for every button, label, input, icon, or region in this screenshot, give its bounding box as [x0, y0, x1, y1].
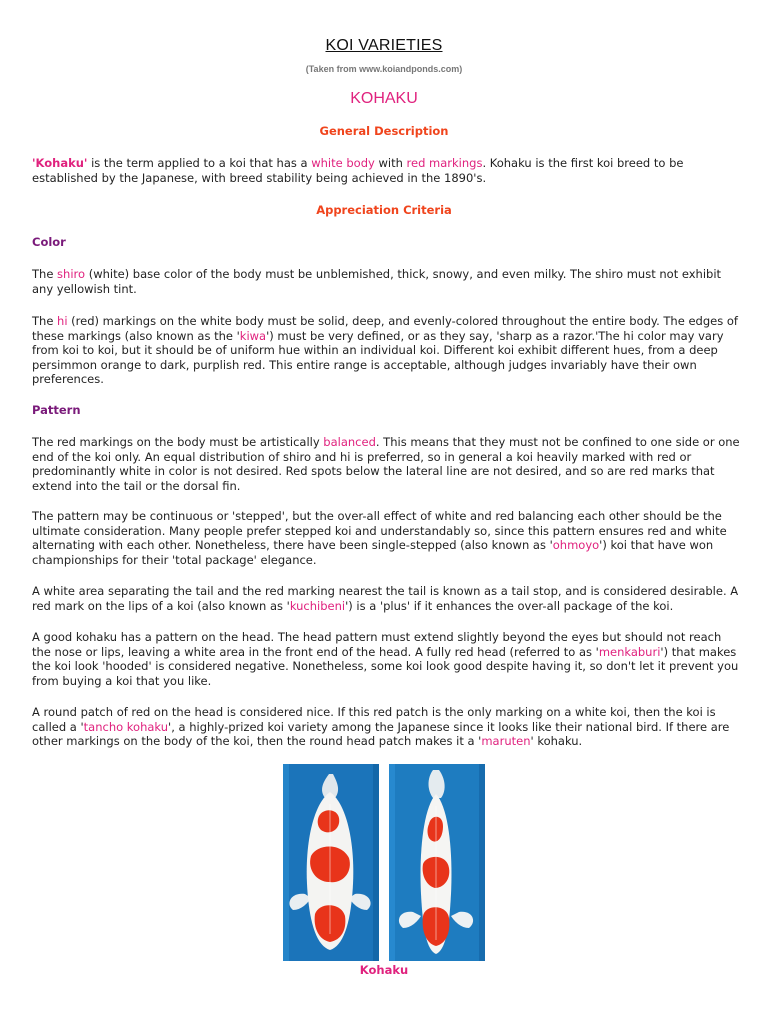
pattern-p5-text-b: ', a highly-prized koi variety among the Japanese since it looks like their national bird. If there are other markings on the body of the koi, then the round head patch makes it a ': [32, 719, 730, 748]
pattern-p4-text-b: ') that makes the koi look 'hooded' is considered negative. Nonetheless, some koi look good despite having it, so don't let it prevent you from buying a koi that you like.: [32, 644, 739, 688]
pattern-paragraph-1: [32, 435, 740, 493]
color-paragraph-2: [32, 314, 740, 387]
document-title: KOI VARIETIES: [325, 37, 443, 54]
koi-illustration-right: [389, 764, 485, 961]
tancho-kohaku-term: tancho kohaku: [83, 719, 169, 734]
appreciation-criteria-heading: Appreciation Criteria: [316, 203, 452, 217]
kohaku-photo-left: [283, 764, 379, 961]
term-kohaku: 'Kohaku': [32, 156, 88, 170]
ohmoyo-term: ohmoyo: [552, 538, 600, 552]
pattern-paragraph-5: [32, 705, 740, 749]
pattern-p5-text-c: ' kohaku.: [530, 734, 583, 748]
kuchibeni-term: kuchibeni: [289, 598, 346, 613]
shiro-term: shiro: [57, 267, 86, 281]
pattern-p2-text-a: The pattern may be continuous or 'stepped', but the over-all effect of white and red balancing each other should be the ultimate consideration. Many people prefer stepped koi and understandably so, since this pattern ensures red and white alternating with each other. Nonetheless, there have been single-stepped (also known as ': [32, 509, 727, 552]
pattern-p1-text-a: The red markings on the body must be artistically: [32, 435, 324, 449]
intro-text-2: with: [374, 156, 407, 170]
maruten-term: maruten: [481, 734, 531, 748]
source-note: (Taken from www.koiandponds.com): [305, 64, 463, 74]
pattern-paragraph-2: [32, 509, 740, 567]
color-p1-text-b: (white) base color of the body must be unblemished, thick, snowy, and even milky. The shiro must not exhibit any yellowish tint.: [32, 267, 722, 296]
color-p2-text-b: (red) markings on the white body must be solid, deep, and evenly-colored throughout the entire body. The edges of these markings (also known as the ': [32, 314, 738, 343]
hi-term: hi: [57, 314, 68, 328]
white-body-highlight: white body: [311, 156, 375, 170]
color-p2-text-c: ') must be very defined, or as they say, 'sharp as a razor.'The hi color may vary from koi to koi, but it should be of uniform hue within an individual koi. Different koi exhibit different hues, from a deep persimmon orange to dark, purplish red. This entire range is acceptable, although judges invariably have their own preferences.: [32, 328, 724, 386]
pattern-p4-text-a: A good kohaku has a pattern on the head. The head pattern must extend slightly beyond the eyes but should not reach the nose or lips, leaving a white area in the front end of the head. A fully red head (referred to as ': [32, 630, 722, 659]
variety-heading: KOHAKU: [350, 90, 418, 107]
color-p1-text-a: The: [32, 267, 58, 281]
pattern-paragraph-4: [32, 630, 740, 688]
pattern-p3-text-b: ') is a 'plus' if it enhances the over-all package of the koi.: [345, 598, 674, 613]
intro-text-1: is the term applied to a koi that has a: [87, 156, 312, 170]
red-markings-highlight: red markings: [406, 156, 483, 170]
pattern-p3-text-a: A white area separating the tail and the red marking nearest the tail is known as a tail stop, and is considered desirable. A red mark on the lips of a koi (also known as ': [32, 584, 739, 613]
kiwa-term: kiwa: [239, 328, 267, 343]
general-description-heading: General Description: [319, 124, 449, 138]
color-p2-text-a: The: [32, 314, 58, 328]
pattern-p2-text-b: ') koi that have won championships for their 'total package' elegance.: [32, 538, 714, 567]
figure-caption: Kohaku: [359, 963, 409, 977]
intro-paragraph: [32, 156, 740, 185]
pattern-p1-text-b: . This means that they must not be confined to one side or one end of the koi only. An equal distribution of shiro and hi is preferred, so in general a koi heavily marked with red or predominantly white in color is not desired. Red spots below the lateral line are not desired, and so are red marks that extend into the tail or the dorsal fin.: [32, 435, 740, 493]
pattern-paragraph-3: [32, 584, 740, 613]
pattern-p5-text-a: A round patch of red on the head is considered nice. If this red patch is the only marking on a white koi, then the koi is called a ': [32, 705, 716, 734]
pattern-subheading: Pattern: [32, 403, 81, 417]
intro-text-3: . Kohaku is the first koi breed to be established by the Japanese, with breed stability being achieved in the 1890's.: [32, 156, 684, 185]
color-paragraph-1: [32, 267, 740, 296]
kohaku-photo-right: [389, 764, 485, 961]
menkaburi-term: menkaburi: [598, 644, 661, 659]
color-subheading: Color: [32, 235, 66, 249]
koi-illustration-left: [283, 764, 379, 961]
balanced-term: balanced: [323, 435, 376, 449]
